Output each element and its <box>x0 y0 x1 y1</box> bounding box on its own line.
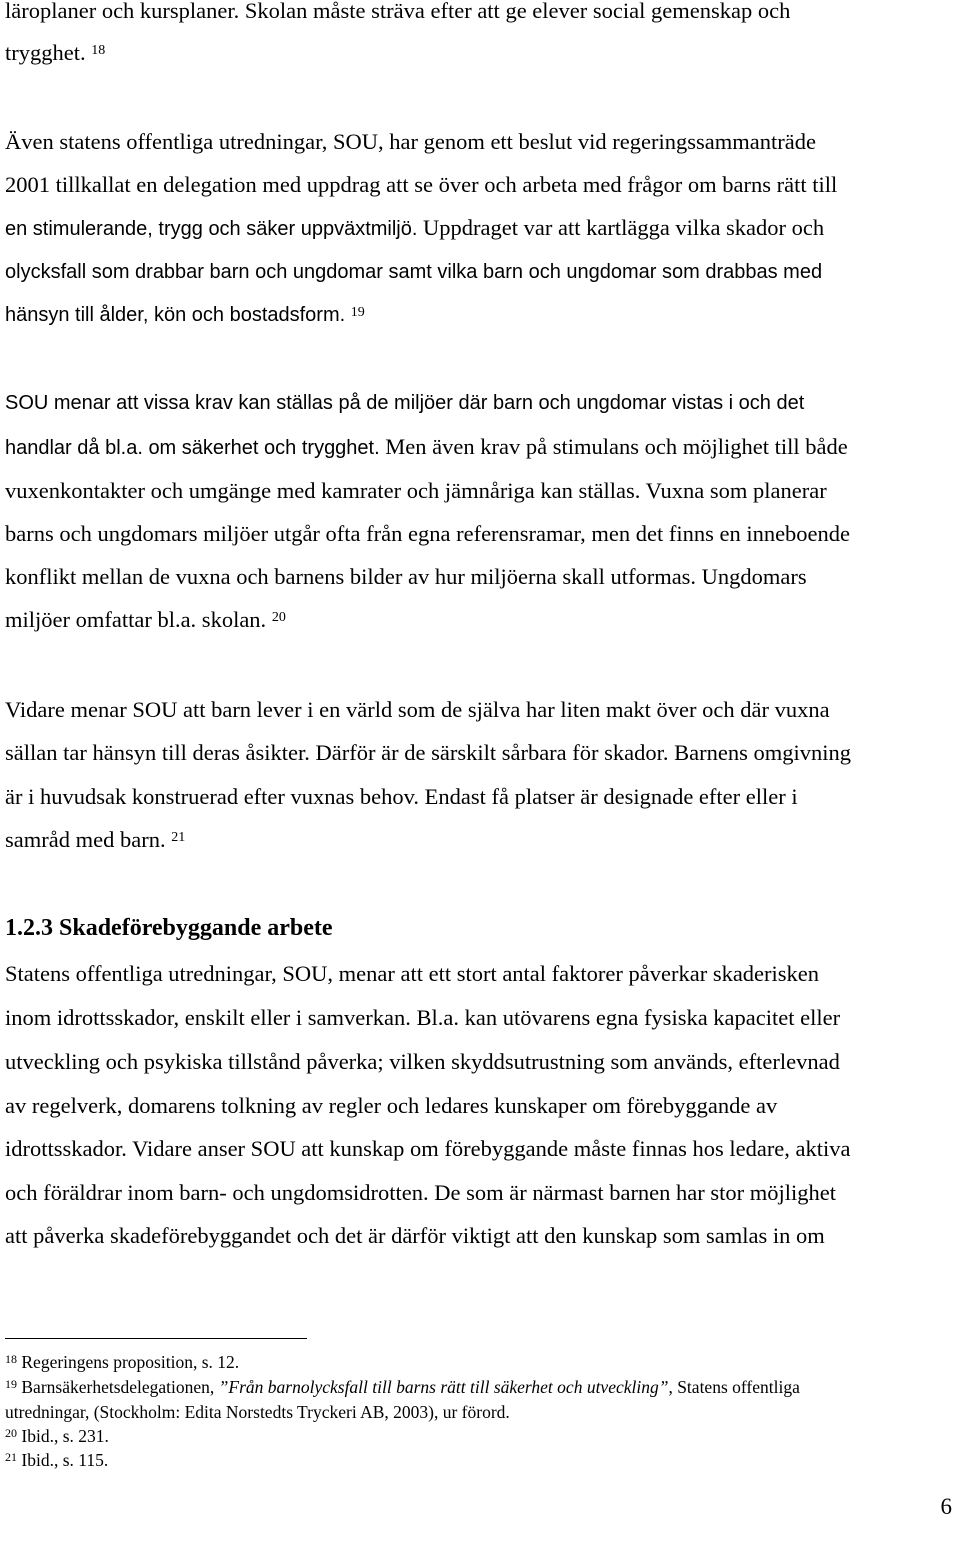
paragraph-line <box>5 1222 825 1250</box>
section-heading: 1.2.3 Skadeförebyggande arbete <box>5 915 333 941</box>
paragraph-line <box>5 783 798 811</box>
text-sans: SOU menar att vissa krav kan ställas på de miljöer där barn och ungdomar vistas i och det <box>5 392 805 414</box>
footnote-separator <box>5 1338 307 1339</box>
page-number: 6 <box>940 1494 952 1519</box>
footnote-text: Ibid., s. 231. <box>17 1426 109 1446</box>
text: utveckling och psykiska tillstånd påverka; vilken skyddsutrustning som används, efterlevnad <box>5 1049 840 1074</box>
footnote-number: 18 <box>5 1352 17 1366</box>
footnote-text: Barnsäkerhetsdelegationen, <box>17 1377 219 1397</box>
paragraph-line <box>5 696 830 724</box>
text: Statens offentliga utredningar, SOU, menar att ett stort antal faktorer påverkar skaderisken <box>5 961 820 986</box>
text-sans: handlar då bl.a. om säkerhet och trygghet. <box>5 437 380 459</box>
text: att påverka skadeförebyggandet och det är därför viktigt att den kunskap som samlas in om <box>5 1223 825 1248</box>
paragraph-line <box>5 826 185 854</box>
footnote-18 <box>5 1351 239 1373</box>
paragraph-line <box>5 739 851 767</box>
text: Men även krav på stimulans och möjlighet till både <box>379 434 848 459</box>
paragraph-line <box>5 1048 840 1076</box>
footnote-title: ”Från barnolycksfall till barns rätt till säkerhet och utveckling” <box>218 1377 669 1397</box>
paragraph-line <box>5 563 807 591</box>
paragraph-line <box>5 0 790 25</box>
text-sans: hänsyn till ålder, kön och bostadsform. <box>5 304 346 326</box>
footnote-text: Ibid., s. 115. <box>17 1450 109 1470</box>
paragraph-line <box>5 39 105 67</box>
footnote-ref: 20 <box>271 610 286 625</box>
footnote-ref: 19 <box>350 305 365 320</box>
text: 2001 tillkallat en delegation med uppdrag att se över och arbeta med frågor om barns rätt till <box>5 172 838 197</box>
paragraph-line <box>5 1092 777 1120</box>
paragraph-line <box>5 960 819 988</box>
paragraph-line <box>5 1004 840 1032</box>
text: Uppdraget var att kartlägga vilka skador och <box>417 215 825 240</box>
text: sällan tar hänsyn till deras åsikter. Därför är de särskilt sårbara för skador. Barnens omgivning <box>5 740 852 765</box>
paragraph-line <box>5 171 837 199</box>
paragraph-line <box>5 389 804 417</box>
footnote-19 <box>5 1376 800 1398</box>
text: av regelverk, domarens tolkning av regler och ledares kunskaper om förebyggande av <box>5 1093 778 1118</box>
text: Vidare menar SOU att barn lever i en värld som de själva har liten makt över och där vuxna <box>5 697 830 722</box>
text: och föräldrar inom barn- och ungdomsidrotten. De som är närmast barnen har stor möjlighet <box>5 1180 837 1205</box>
text: idrottsskador. Vidare anser SOU att kunskap om förebyggande måste finnas hos ledare, aktiva <box>5 1136 851 1161</box>
footnote-21 <box>5 1449 108 1471</box>
text: barns och ungdomars miljöer utgår ofta från egna referensramar, men det finns en inneboende <box>5 521 851 546</box>
text-sans: en stimulerande, trygg och säker uppväxtmiljö. <box>5 218 418 240</box>
text: inom idrottsskador, enskilt eller i samverkan. Bl.a. kan utövarens egna fysiska kapacitet eller <box>5 1005 841 1030</box>
footnote-20 <box>5 1425 109 1447</box>
text: är i huvudsak konstruerad efter vuxnas behov. Endast få platser är designade efter eller i <box>5 784 798 809</box>
text: vuxenkontakter och umgänge med kamrater och jämnåriga kan ställas. Vuxna som planerar <box>5 478 827 503</box>
paragraph-line <box>5 1135 851 1163</box>
text: samråd med barn. <box>5 827 166 852</box>
paragraph-line <box>5 477 827 505</box>
paragraph-line <box>5 520 850 548</box>
text: konflikt mellan de vuxna och barnens bilder av hur miljöerna skall utformas. Ungdomars <box>5 564 807 589</box>
text: miljöer omfattar bl.a. skolan. <box>5 607 267 632</box>
footnote-number: 19 <box>5 1377 17 1391</box>
footnote-number: 21 <box>5 1450 17 1464</box>
text: läroplaner och kursplaner. Skolan måste sträva efter att ge elever social gemenskap och <box>5 0 791 23</box>
paragraph-line <box>5 606 286 634</box>
text-sans: olycksfall som drabbar barn och ungdomar samt vilka barn och ungdomar som drabbas med <box>5 261 823 283</box>
footnote-ref: 21 <box>171 830 186 845</box>
footnote-19-cont <box>5 1401 510 1423</box>
footnote-text: , Statens offentliga <box>668 1377 800 1397</box>
text: trygghet. <box>5 40 86 65</box>
footnote-ref: 18 <box>91 43 106 58</box>
footnote-number: 20 <box>5 1426 17 1440</box>
paragraph-line <box>5 128 816 156</box>
footnote-text: Regeringens proposition, s. 12. <box>17 1352 240 1372</box>
paragraph-line <box>5 1179 836 1207</box>
text: Även statens offentliga utredningar, SOU, har genom ett beslut vid regeringssammanträde <box>5 129 816 154</box>
paragraph-line <box>5 214 824 243</box>
paragraph-line <box>5 258 822 286</box>
paragraph-line <box>5 433 848 462</box>
footnote-text: utredningar, (Stockholm: Edita Norstedts Tryckeri AB, 2003), ur förord. <box>5 1402 510 1422</box>
paragraph-line <box>5 301 365 329</box>
